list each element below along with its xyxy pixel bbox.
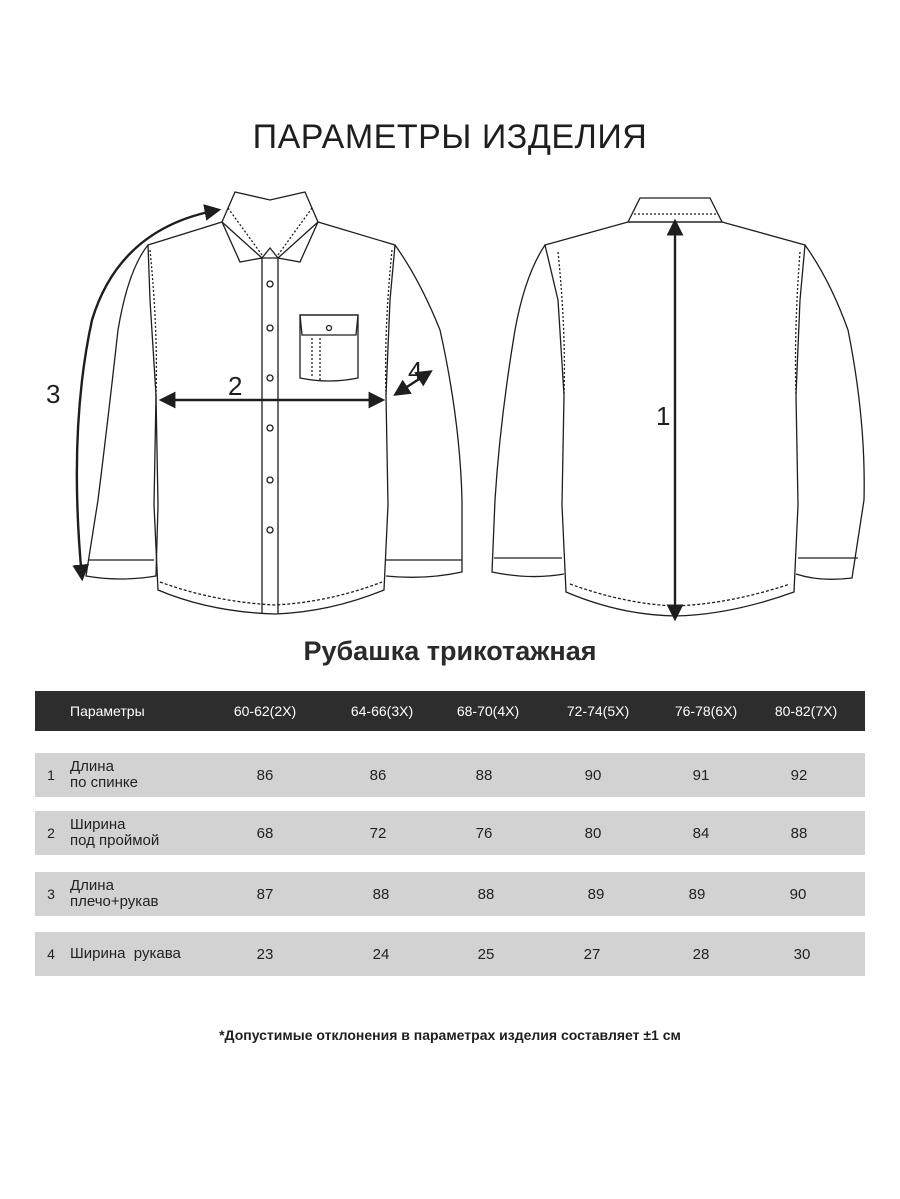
table-cell: 88 [372, 885, 390, 903]
row-number: 4 [47, 946, 55, 962]
measurement-lines [77, 210, 675, 618]
table-cell: 88 [477, 885, 495, 903]
row-number: 1 [47, 767, 55, 783]
row-number: 2 [47, 825, 55, 841]
table-cell: 91 [692, 766, 710, 784]
size-header-cell: 76-78(6X) [674, 703, 738, 719]
table-cell: 88 [475, 766, 493, 784]
table-cell: 72 [369, 824, 387, 842]
product-name: Рубашка трикотажная [303, 636, 597, 666]
table-row [35, 753, 865, 797]
table-row [35, 932, 865, 976]
table-cell: 76 [475, 824, 493, 842]
row-number: 3 [47, 886, 55, 902]
table-cell: 28 [692, 945, 710, 963]
table-cell: 87 [256, 885, 274, 903]
table-cell: 88 [790, 824, 808, 842]
table-cell: 27 [583, 945, 601, 963]
measure-3-line [77, 210, 218, 578]
table-cell: 86 [256, 766, 274, 784]
table-cell: 90 [789, 885, 807, 903]
table-cell: 92 [790, 766, 808, 784]
table-cell: 68 [256, 824, 274, 842]
table-cell: 30 [793, 945, 811, 963]
tolerance-footnote: *Допустимые отклонения в параметрах изделия составляет ±1 см [219, 1027, 681, 1043]
shirt-measurement-diagram [0, 170, 900, 630]
marker-1-label: 1 [656, 401, 671, 431]
shirt-back-view [492, 198, 864, 616]
table-cell: 84 [692, 824, 710, 842]
table-row [35, 811, 865, 855]
table-header-params-label: Параметры [70, 703, 145, 719]
table-cell: 89 [587, 885, 605, 903]
row-label: Длина по спинке [70, 758, 138, 791]
table-row [35, 872, 865, 916]
table-header [35, 691, 865, 731]
page-title: ПАРАМЕТРЫ ИЗДЕЛИЯ [252, 118, 648, 156]
table-cell: 90 [584, 766, 602, 784]
marker-4-label: 4 [408, 356, 423, 386]
table-cell: 24 [372, 945, 390, 963]
shirt-front-view [86, 192, 462, 614]
size-header-cell: 80-82(7X) [774, 703, 838, 719]
table-cell: 89 [688, 885, 706, 903]
table-cell: 23 [256, 945, 274, 963]
size-header-cell: 60-62(2X) [233, 703, 297, 719]
marker-3-label: 3 [46, 379, 61, 409]
row-label: Ширина рукава [70, 945, 181, 962]
table-cell: 86 [369, 766, 387, 784]
size-header-cell: 64-66(3X) [350, 703, 414, 719]
table-cell: 25 [477, 945, 495, 963]
row-label: Длина плечо+рукав [70, 877, 159, 910]
row-label: Ширина под проймой [70, 816, 160, 849]
table-cell: 80 [584, 824, 602, 842]
marker-2-label: 2 [228, 371, 243, 401]
size-header-cell: 68-70(4X) [456, 703, 520, 719]
size-header-cell: 72-74(5X) [566, 703, 630, 719]
